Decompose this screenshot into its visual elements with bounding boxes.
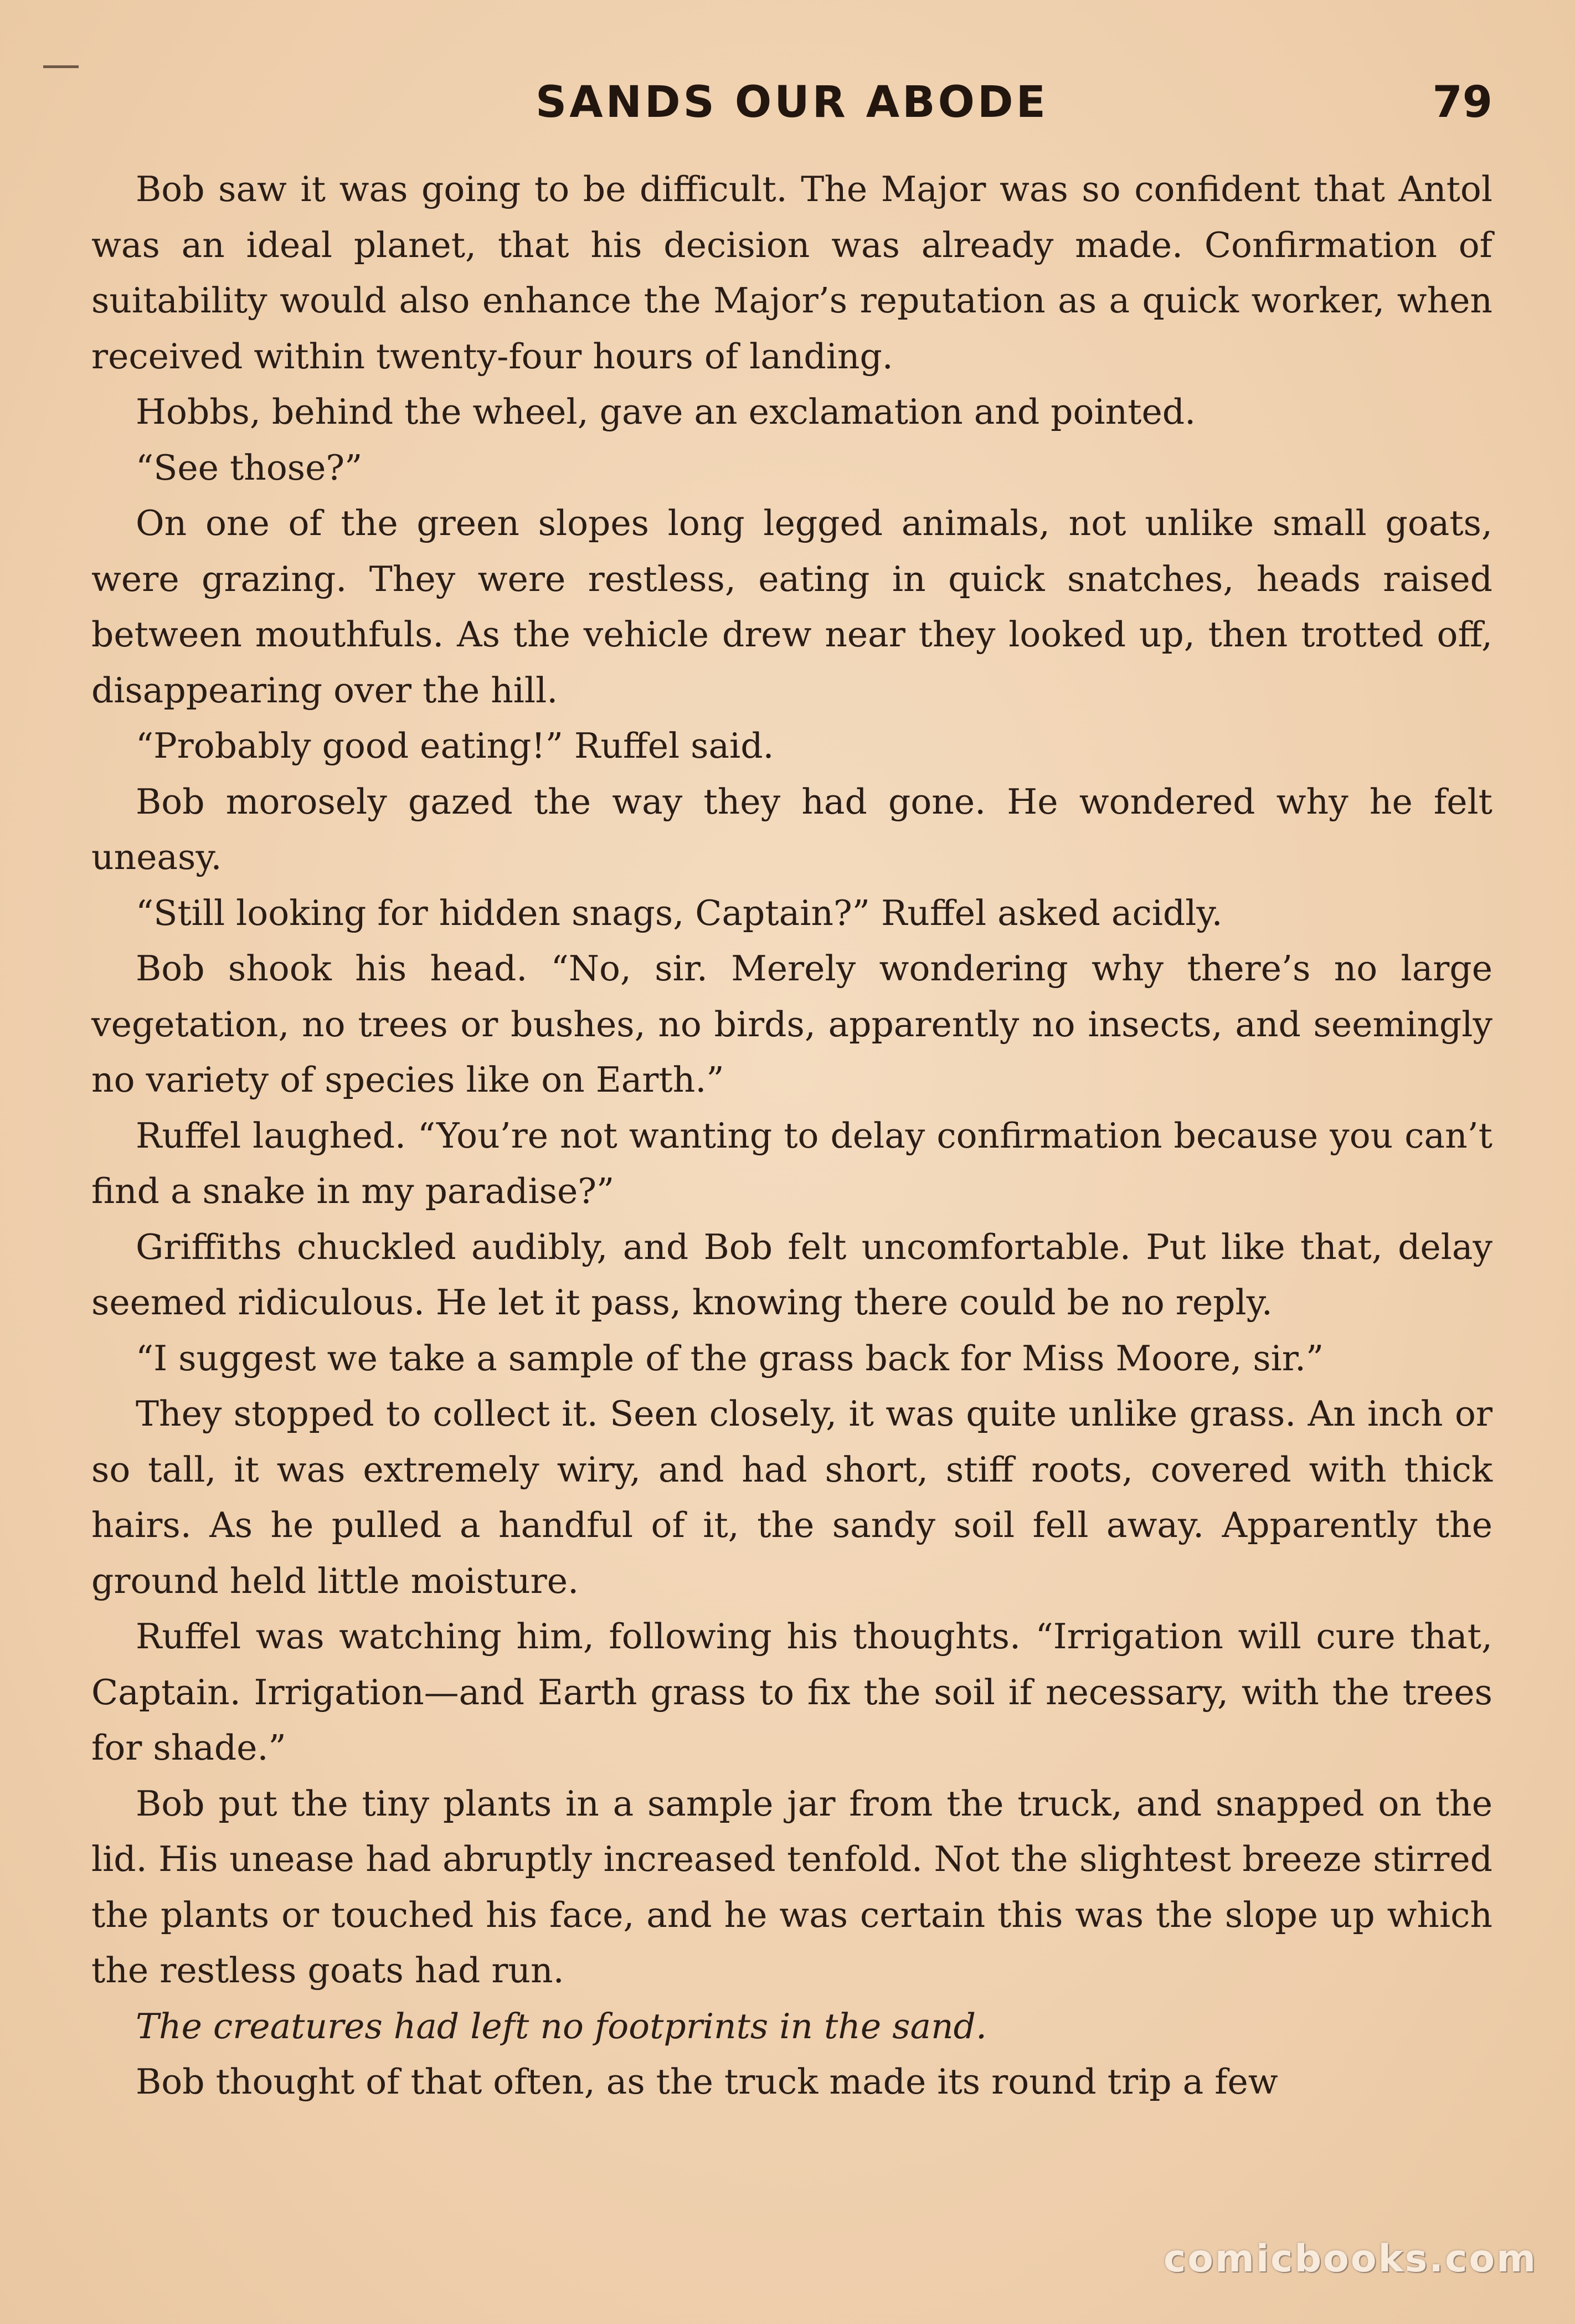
page-edge-mark [43,65,79,68]
page-number: 79 [1432,78,1492,127]
paragraph: Ruffel laughed. “You’re not wanting to delay confirmation because you can’t find a snake in my paradise?” [91,1115,1492,1211]
paragraph: Ruffel was watching him, following his thoughts. “Irrigation will cure that, Captain. Irrigation—and Earth grass to fix the soil if necessary, with the trees for shade.” [91,1616,1492,1768]
italic-paragraph: The creatures had left no footprints in the sand. [136,2006,987,2047]
paragraph: Bob saw it was going to be difficult. The Major was so confident that Antol was an ideal planet, that his decision was already made. Confirmation of suitability would also enhance the Major’s reputation as a quick worker, when received within twenty-four hours of landing. [91,169,1492,377]
chapter-title: SANDS OUR ABODE [536,78,1048,127]
body-text [91,162,1492,2110]
running-header [91,78,1492,150]
paragraph: Bob put the tiny plants in a sample jar from the truck, and snapped on the lid. His unease had abruptly increased tenfold. Not the slightest breeze stirred the plants or touched his face, and he was certain this was the slope up which the restless goats had run. [91,1783,1492,1991]
paragraph: On one of the green slopes long legged animals, not unlike small goats, were grazing. They were restless, eating in quick snatches, heads raised between mouthfuls. As the vehicle drew near they looked up, then trotted off, disappearing over the hill. [91,503,1492,711]
paragraph: Hobbs, behind the wheel, gave an exclamation and pointed. [136,392,1196,432]
paragraph: “Probably good eating!” Ruffel said. [136,726,774,766]
paragraph: “See those?” [136,447,363,488]
paragraph: Bob morosely gazed the way they had gone. He wondered why he felt uneasy. [91,781,1492,877]
paragraph: Bob thought of that often, as the truck made its round trip a few [136,2061,1278,2102]
paragraph: Griffiths chuckled audibly, and Bob felt uncomfortable. Put like that, delay seemed ridiculous. He let it pass, knowing there could be no reply. [91,1226,1492,1323]
watermark-logo: comicbooks.com [1163,2237,1537,2281]
paragraph: Bob shook his head. “No, sir. Merely wondering why there’s no large vegetation, no trees or bushes, no birds, apparently no insects, and seemingly no variety of species like on Earth.” [91,948,1492,1100]
paragraph: They stopped to collect it. Seen closely, it was quite unlike grass. An inch or so tall, it was extremely wiry, and had short, stiff roots, covered with thick hairs. As he pulled a handful of it, the sandy soil fell away. Apparently the ground held little moisture. [91,1394,1492,1601]
paragraph: “I suggest we take a sample of the grass back for Miss Moore, sir.” [136,1338,1324,1379]
paragraph: “Still looking for hidden snags, Captain?” Ruffel asked acidly. [136,892,1223,933]
